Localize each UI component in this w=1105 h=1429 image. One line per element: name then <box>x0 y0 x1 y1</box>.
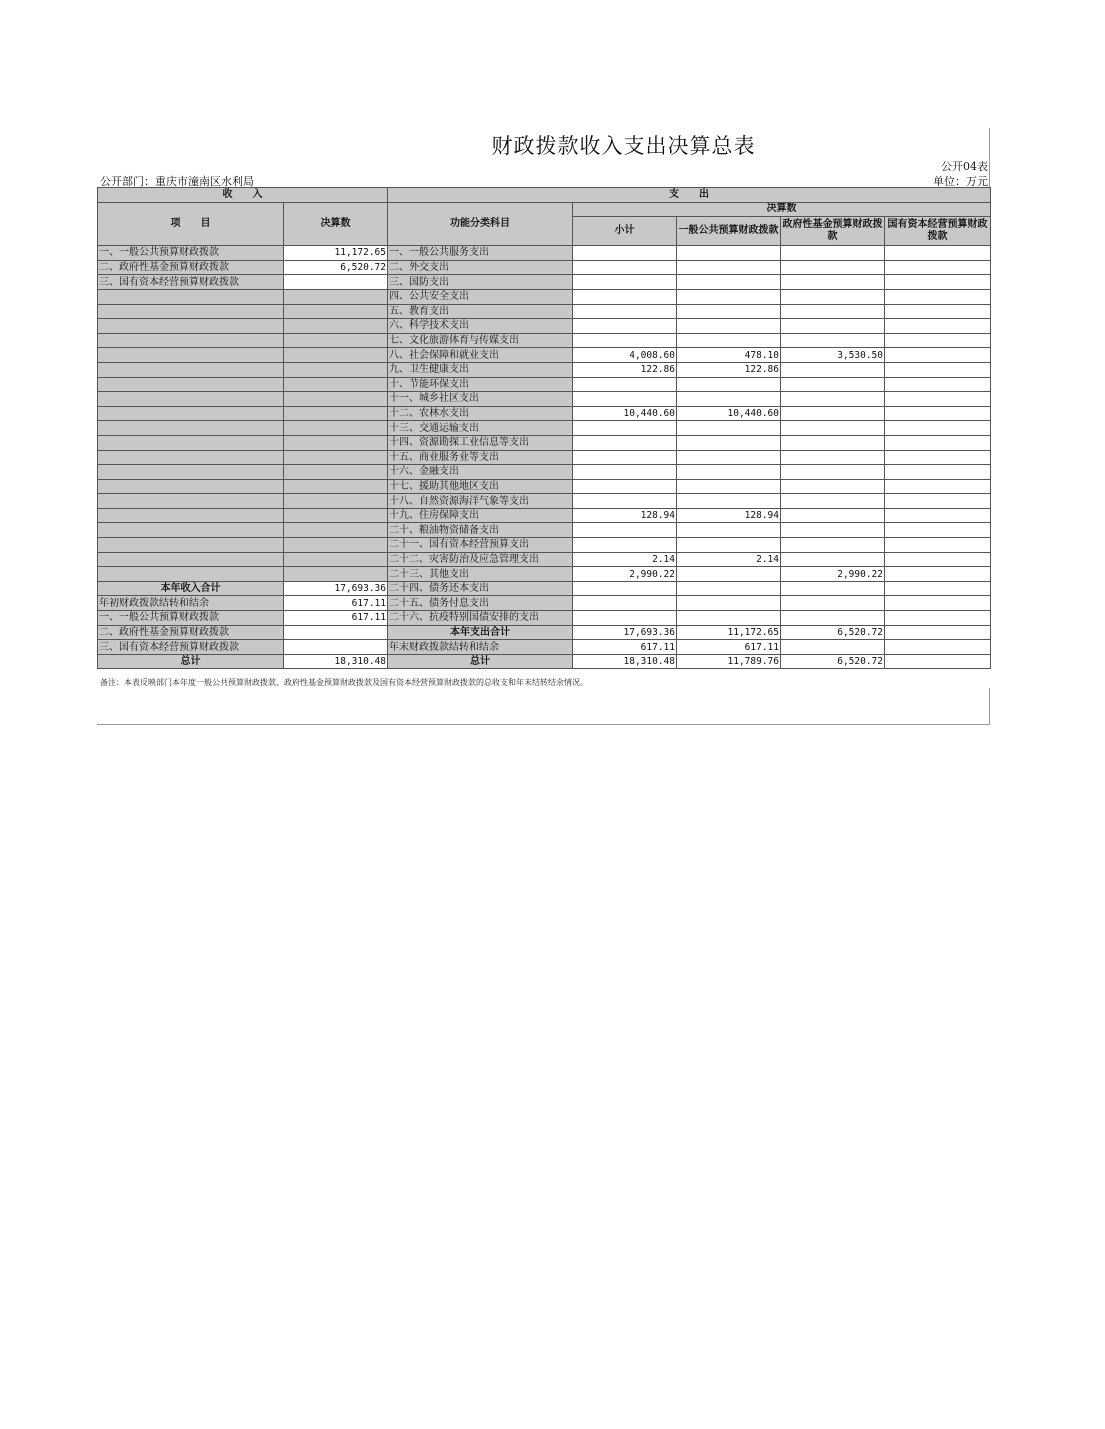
state-capital-cell <box>885 538 991 553</box>
sheet-bottom-border <box>97 724 990 725</box>
income-amount-cell <box>284 289 388 304</box>
gov-fund-cell: 3,530.50 <box>781 348 885 363</box>
income-amount-cell <box>284 508 388 523</box>
subtotal-cell: 17,693.36 <box>573 625 677 640</box>
gov-fund-cell <box>781 319 885 334</box>
table-row <box>98 611 991 626</box>
table-row <box>98 508 991 523</box>
state-capital-cell <box>885 289 991 304</box>
income-item-cell <box>98 567 284 582</box>
gov-fund-cell <box>781 611 885 626</box>
income-item-cell <box>98 494 284 509</box>
state-capital-cell <box>885 435 991 450</box>
general-cell <box>677 377 781 392</box>
table-row <box>98 304 991 319</box>
income-header: 收 入 <box>98 188 388 203</box>
expense-item-cell: 十四、资源勘探工业信息等支出 <box>388 435 573 450</box>
state-capital-cell <box>885 348 991 363</box>
expense-item-cell: 八、社会保障和就业支出 <box>388 348 573 363</box>
subtotal-cell <box>573 289 677 304</box>
expense-item-cell: 二、外交支出 <box>388 260 573 275</box>
expense-item-cell: 五、教育支出 <box>388 304 573 319</box>
income-item-cell: 本年收入合计 <box>98 581 284 596</box>
income-item-cell <box>98 538 284 553</box>
table-row <box>98 406 991 421</box>
subtotal-header: 小计 <box>573 217 677 246</box>
expense-item-cell: 本年支出合计 <box>388 625 573 640</box>
gov-fund-cell <box>781 523 885 538</box>
gov-fund-cell <box>781 538 885 553</box>
table-row <box>98 596 991 611</box>
general-header: 一般公共预算财政拨款 <box>677 217 781 246</box>
subtotal-cell: 128.94 <box>573 508 677 523</box>
table-row <box>98 275 991 290</box>
state-capital-cell <box>885 304 991 319</box>
expense-item-cell: 九、卫生健康支出 <box>388 362 573 377</box>
gov-fund-cell <box>781 260 885 275</box>
expense-item-cell: 六、科学技术支出 <box>388 319 573 334</box>
general-cell <box>677 289 781 304</box>
table-row <box>98 494 991 509</box>
income-item-cell <box>98 333 284 348</box>
state-capital-cell <box>885 260 991 275</box>
gov-fund-cell <box>781 508 885 523</box>
income-amount-cell <box>284 319 388 334</box>
income-amount-cell <box>284 421 388 436</box>
general-cell <box>677 304 781 319</box>
expense-item-cell: 十一、城乡社区支出 <box>388 392 573 407</box>
general-cell: 478.10 <box>677 348 781 363</box>
subtotal-cell <box>573 435 677 450</box>
income-amount-cell: 11,172.65 <box>284 246 388 261</box>
expense-item-cell: 年末财政拨款结转和结余 <box>388 640 573 655</box>
income-item-cell <box>98 406 284 421</box>
subtotal-cell <box>573 260 677 275</box>
table-row <box>98 523 991 538</box>
state-capital-cell <box>885 523 991 538</box>
income-amount-cell <box>284 567 388 582</box>
income-item-cell: 三、国有资本经营预算财政拨款 <box>98 640 284 655</box>
income-item-cell <box>98 348 284 363</box>
state-capital-cell <box>885 508 991 523</box>
income-item-cell: 二、政府性基金预算财政拨款 <box>98 260 284 275</box>
income-amount-cell <box>284 538 388 553</box>
income-amount-cell <box>284 333 388 348</box>
form-code: 公开04表 <box>941 160 988 173</box>
subtotal-cell: 10,440.60 <box>573 406 677 421</box>
state-capital-cell <box>885 275 991 290</box>
expense-item-cell: 二十六、抗疫特别国债安排的支出 <box>388 611 573 626</box>
subtotal-cell: 122.86 <box>573 362 677 377</box>
gov-fund-cell <box>781 479 885 494</box>
table-row <box>98 640 991 655</box>
state-capital-cell <box>885 654 991 669</box>
income-amount-cell: 18,310.48 <box>284 654 388 669</box>
income-amount-cell <box>284 362 388 377</box>
state-capital-header: 国有资本经营预算财政拨款 <box>885 217 991 246</box>
expense-item-cell: 二十二、灾害防治及应急管理支出 <box>388 552 573 567</box>
gov-fund-cell <box>781 640 885 655</box>
income-item-cell: 总计 <box>98 654 284 669</box>
gov-fund-cell <box>781 596 885 611</box>
subtotal-cell <box>573 275 677 290</box>
state-capital-cell <box>885 421 991 436</box>
subtotal-cell <box>573 319 677 334</box>
general-cell <box>677 596 781 611</box>
gov-fund-cell <box>781 392 885 407</box>
expense-item-cell: 十二、农林水支出 <box>388 406 573 421</box>
income-amount-cell <box>284 406 388 421</box>
state-capital-cell <box>885 377 991 392</box>
general-cell <box>677 435 781 450</box>
expense-item-cell: 七、文化旅游体育与传媒支出 <box>388 333 573 348</box>
subtotal-cell <box>573 523 677 538</box>
general-cell <box>677 581 781 596</box>
gov-fund-cell: 6,520.72 <box>781 654 885 669</box>
subtotal-cell: 18,310.48 <box>573 654 677 669</box>
state-capital-cell <box>885 392 991 407</box>
gov-fund-cell <box>781 275 885 290</box>
general-cell <box>677 319 781 334</box>
general-cell: 2.14 <box>677 552 781 567</box>
general-cell <box>677 523 781 538</box>
expense-item-cell: 三、国防支出 <box>388 275 573 290</box>
table-row <box>98 392 991 407</box>
income-item-cell <box>98 377 284 392</box>
income-amount-cell <box>284 450 388 465</box>
state-capital-cell <box>885 611 991 626</box>
state-capital-cell <box>885 494 991 509</box>
subtotal-cell <box>573 304 677 319</box>
gov-fund-cell <box>781 435 885 450</box>
state-capital-cell <box>885 625 991 640</box>
subtotal-cell <box>573 421 677 436</box>
subtotal-cell <box>573 392 677 407</box>
general-cell: 10,440.60 <box>677 406 781 421</box>
income-item-cell: 一、一般公共预算财政拨款 <box>98 246 284 261</box>
general-cell <box>677 246 781 261</box>
general-cell <box>677 494 781 509</box>
state-capital-cell <box>885 333 991 348</box>
gov-fund-cell <box>781 333 885 348</box>
expense-item-cell: 四、公共安全支出 <box>388 289 573 304</box>
sheet-right-border-lower <box>989 688 990 724</box>
item-header: 项 目 <box>98 202 284 246</box>
gov-fund-cell <box>781 289 885 304</box>
state-capital-cell <box>885 450 991 465</box>
state-capital-cell <box>885 567 991 582</box>
subtotal-cell <box>573 333 677 348</box>
table-row <box>98 450 991 465</box>
expense-item-cell: 十三、交通运输支出 <box>388 421 573 436</box>
income-item-cell: 年初财政拨款结转和结余 <box>98 596 284 611</box>
general-cell: 617.11 <box>677 640 781 655</box>
func-header: 功能分类科目 <box>388 202 573 246</box>
income-amount-cell: 617.11 <box>284 596 388 611</box>
income-amount-cell: 6,520.72 <box>284 260 388 275</box>
income-item-cell <box>98 523 284 538</box>
income-item-cell: 三、国有资本经营预算财政拨款 <box>98 275 284 290</box>
state-capital-cell <box>885 362 991 377</box>
general-cell <box>677 538 781 553</box>
table-row <box>98 654 991 669</box>
expense-item-cell: 十七、援助其他地区支出 <box>388 479 573 494</box>
final-header: 决算数 <box>573 202 991 217</box>
income-amount-cell: 617.11 <box>284 611 388 626</box>
state-capital-cell <box>885 640 991 655</box>
general-cell <box>677 450 781 465</box>
general-cell <box>677 479 781 494</box>
income-amount-cell <box>284 348 388 363</box>
state-capital-cell <box>885 552 991 567</box>
department-label: 公开部门：重庆市潼南区水利局 <box>100 175 254 188</box>
subtotal-cell: 617.11 <box>573 640 677 655</box>
gov-fund-cell <box>781 362 885 377</box>
subtotal-cell <box>573 494 677 509</box>
income-amount-cell <box>284 275 388 290</box>
income-item-cell <box>98 362 284 377</box>
table-row <box>98 246 991 261</box>
subtotal-cell <box>573 246 677 261</box>
expense-item-cell: 一、一般公共服务支出 <box>388 246 573 261</box>
income-item-cell <box>98 319 284 334</box>
table-row <box>98 421 991 436</box>
income-amount-cell <box>284 435 388 450</box>
income-item-cell <box>98 304 284 319</box>
gov-fund-cell <box>781 552 885 567</box>
subtotal-cell <box>573 581 677 596</box>
expense-header: 支 出 <box>388 188 991 203</box>
table-row <box>98 581 991 596</box>
table-row <box>98 538 991 553</box>
table-row <box>98 333 991 348</box>
general-cell <box>677 611 781 626</box>
income-item-cell <box>98 450 284 465</box>
page-title: 财政拨款收入支出决算总表 <box>491 134 756 158</box>
expense-item-cell: 二十、粮油物资储备支出 <box>388 523 573 538</box>
table-row <box>98 435 991 450</box>
income-amount-cell <box>284 304 388 319</box>
general-cell <box>677 392 781 407</box>
expense-item-cell: 总计 <box>388 654 573 669</box>
income-amount-cell <box>284 377 388 392</box>
subtotal-cell <box>573 479 677 494</box>
general-cell <box>677 260 781 275</box>
table-row <box>98 289 991 304</box>
income-amount-cell: 17,693.36 <box>284 581 388 596</box>
amount-header: 决算数 <box>284 202 388 246</box>
general-cell <box>677 465 781 480</box>
gov-fund-cell <box>781 406 885 421</box>
subtotal-cell <box>573 450 677 465</box>
subtotal-cell <box>573 611 677 626</box>
income-item-cell: 二、政府性基金预算财政拨款 <box>98 625 284 640</box>
subtotal-cell <box>573 596 677 611</box>
gov-fund-cell <box>781 494 885 509</box>
unit-label: 单位：万元 <box>933 175 988 188</box>
general-cell <box>677 421 781 436</box>
gov-fund-cell <box>781 377 885 392</box>
state-capital-cell <box>885 596 991 611</box>
table-row <box>98 319 991 334</box>
footnote: 备注：本表反映部门本年度一般公共预算财政拨款、政府性基金预算财政拨款及国有资本经营预算财政拨款的总收支和年末结转结余情况。 <box>100 678 588 687</box>
income-item-cell <box>98 552 284 567</box>
gov-fund-cell <box>781 450 885 465</box>
subtotal-cell: 2.14 <box>573 552 677 567</box>
expense-item-cell: 二十五、债务付息支出 <box>388 596 573 611</box>
expense-item-cell: 十六、金融支出 <box>388 465 573 480</box>
gov-fund-cell <box>781 465 885 480</box>
expense-item-cell: 二十一、国有资本经营预算支出 <box>388 538 573 553</box>
expense-item-cell: 十九、住房保障支出 <box>388 508 573 523</box>
income-amount-cell <box>284 640 388 655</box>
state-capital-cell <box>885 246 991 261</box>
gov-fund-cell: 2,990.22 <box>781 567 885 582</box>
table-row <box>98 362 991 377</box>
expense-item-cell: 十八、自然资源海洋气象等支出 <box>388 494 573 509</box>
table-row <box>98 377 991 392</box>
subtotal-cell <box>573 538 677 553</box>
expense-item-cell: 二十四、债务还本支出 <box>388 581 573 596</box>
income-amount-cell <box>284 465 388 480</box>
income-item-cell <box>98 392 284 407</box>
state-capital-cell <box>885 479 991 494</box>
table-row <box>98 260 991 275</box>
gov-fund-cell <box>781 421 885 436</box>
expense-item-cell: 十、节能环保支出 <box>388 377 573 392</box>
gov-fund-cell <box>781 246 885 261</box>
budget-table <box>97 187 991 669</box>
expense-item-cell: 十五、商业服务业等支出 <box>388 450 573 465</box>
income-item-cell: 一、一般公共预算财政拨款 <box>98 611 284 626</box>
income-amount-cell <box>284 494 388 509</box>
general-cell: 122.86 <box>677 362 781 377</box>
table-row <box>98 552 991 567</box>
gov-fund-cell <box>781 304 885 319</box>
state-capital-cell <box>885 581 991 596</box>
table-row <box>98 479 991 494</box>
gov-fund-cell: 6,520.72 <box>781 625 885 640</box>
income-item-cell <box>98 508 284 523</box>
income-amount-cell <box>284 479 388 494</box>
gov-fund-cell <box>781 581 885 596</box>
gov-fund-header: 政府性基金预算财政拨款 <box>781 217 885 246</box>
subtotal-cell <box>573 377 677 392</box>
general-cell <box>677 567 781 582</box>
income-amount-cell <box>284 392 388 407</box>
income-item-cell <box>98 289 284 304</box>
income-amount-cell <box>284 552 388 567</box>
general-cell <box>677 275 781 290</box>
subtotal-cell: 4,008.60 <box>573 348 677 363</box>
income-item-cell <box>98 479 284 494</box>
expense-item-cell: 二十三、其他支出 <box>388 567 573 582</box>
state-capital-cell <box>885 406 991 421</box>
state-capital-cell <box>885 319 991 334</box>
table-row <box>98 567 991 582</box>
general-cell: 128.94 <box>677 508 781 523</box>
subtotal-cell <box>573 465 677 480</box>
table-row <box>98 348 991 363</box>
general-cell <box>677 333 781 348</box>
state-capital-cell <box>885 465 991 480</box>
income-item-cell <box>98 421 284 436</box>
subtotal-cell: 2,990.22 <box>573 567 677 582</box>
general-cell: 11,172.65 <box>677 625 781 640</box>
income-amount-cell <box>284 625 388 640</box>
income-amount-cell <box>284 523 388 538</box>
income-item-cell <box>98 435 284 450</box>
income-item-cell <box>98 465 284 480</box>
table-row <box>98 625 991 640</box>
general-cell: 11,789.76 <box>677 654 781 669</box>
table-row <box>98 465 991 480</box>
